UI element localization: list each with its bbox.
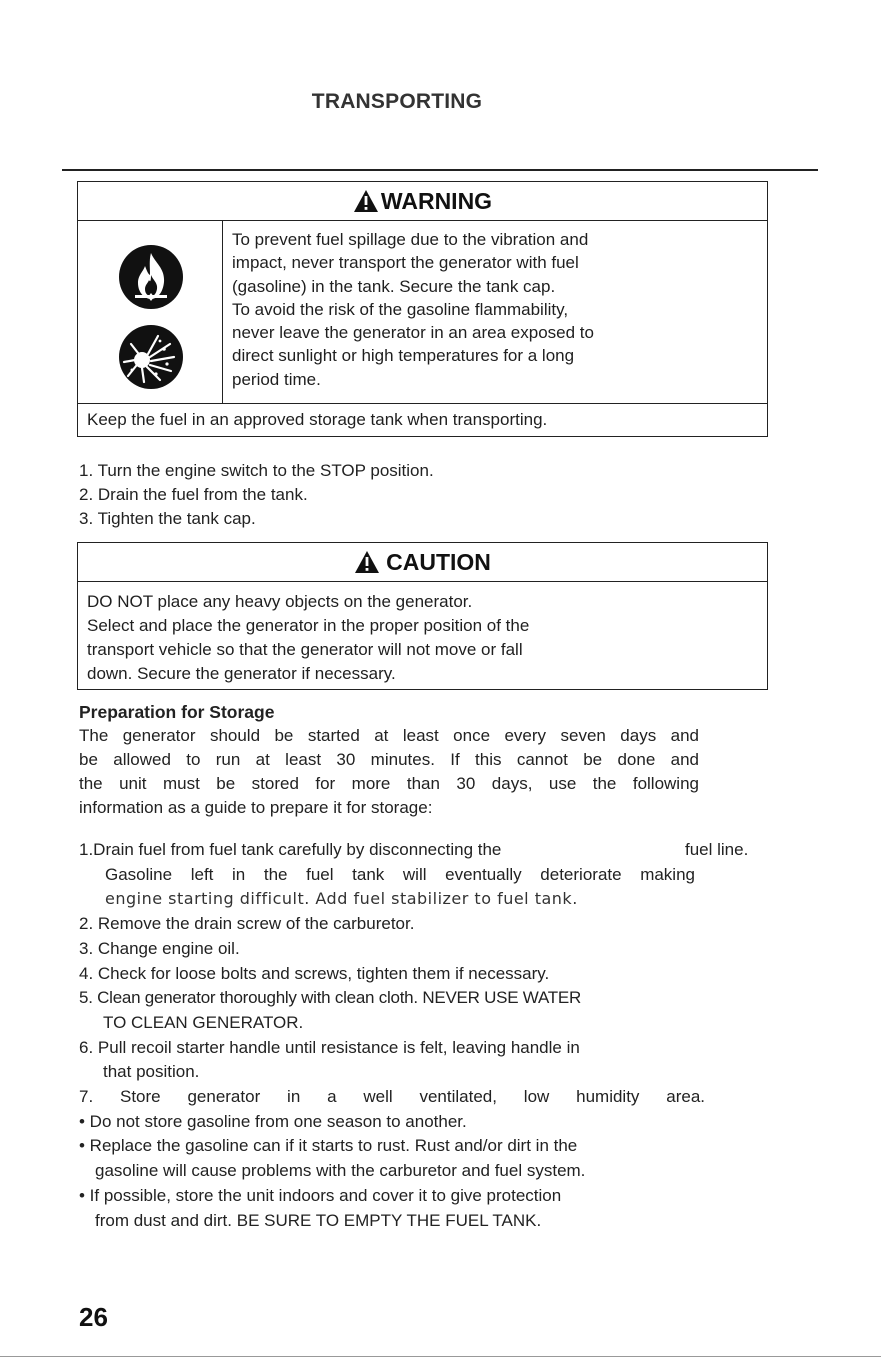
list-item: 5. Clean generator thoroughly with clean cloth. NEVER USE WATER bbox=[79, 988, 582, 1008]
warning-line: impact, never transport the generator with fuel bbox=[232, 253, 579, 273]
list-item: 1. Turn the engine switch to the STOP position. bbox=[79, 461, 434, 480]
bullet-item: • Replace the gasoline can if it starts to rust. Rust and/or dirt in the bbox=[79, 1136, 578, 1156]
warning-triangle-icon bbox=[353, 189, 379, 213]
list-item: 2. Drain the fuel from the tank. bbox=[79, 485, 308, 504]
warning-line: direct sunlight or high temperatures for a long bbox=[232, 346, 575, 366]
page-title: TRANSPORTING bbox=[311, 90, 483, 113]
bottom-divider bbox=[0, 1356, 881, 1357]
list-item: 6. Pull recoil starter handle until resistance is felt, leaving handle in bbox=[79, 1037, 580, 1057]
warning-line: period time. bbox=[232, 369, 321, 389]
transport-steps bbox=[79, 459, 434, 531]
caution-header bbox=[78, 543, 767, 582]
bullet-item-continuation: gasoline will cause problems with the carburetor and fuel system. bbox=[95, 1161, 586, 1181]
warning-text bbox=[223, 221, 767, 403]
list-item-continuation: engine starting difficult. Add fuel stabilizer to fuel tank. bbox=[105, 889, 578, 909]
storage-steps bbox=[79, 838, 769, 1233]
caution-line: down. Secure the generator if necessary. bbox=[87, 664, 396, 683]
list-item-continuation: Gasoline left in the fuel tank will eventually deteriorate making bbox=[105, 864, 695, 884]
bullet-item: • If possible, store the unit indoors and cover it to give protection bbox=[79, 1185, 562, 1205]
storage-heading: Preparation for Storage bbox=[79, 702, 275, 722]
fire-icon bbox=[118, 244, 184, 310]
step-text: fuel line. bbox=[685, 840, 749, 859]
explosion-icon bbox=[118, 324, 184, 390]
storage-intro-line: The generator should be started at least once every seven days and bbox=[79, 726, 699, 745]
list-item: 3. Change engine oil. bbox=[79, 938, 240, 958]
storage-intro-line: the unit must be stored for more than 30 days, use the following bbox=[79, 774, 699, 793]
warning-box bbox=[77, 181, 768, 437]
storage-intro-line: information as a guide to prepare it for storage: bbox=[79, 798, 433, 817]
page-number: 26 bbox=[79, 1302, 108, 1332]
caution-heading: CAUTION bbox=[386, 548, 491, 575]
step-text: 1.Drain fuel from fuel tank carefully by disconnecting the bbox=[79, 840, 502, 859]
caution-line: transport vehicle so that the generator will not move or fall bbox=[87, 640, 523, 659]
caution-line: DO NOT place any heavy objects on the generator. bbox=[87, 592, 473, 611]
bullet-item: • Do not store gasoline from one season to another. bbox=[79, 1111, 467, 1131]
list-item: 2. Remove the drain screw of the carburetor. bbox=[79, 914, 415, 934]
caution-line: Select and place the generator in the proper position of the bbox=[87, 616, 530, 635]
warning-line: (gasoline) in the tank. Secure the tank cap. bbox=[232, 276, 556, 296]
warning-line: To prevent fuel spillage due to the vibration and bbox=[232, 230, 589, 249]
list-item bbox=[79, 838, 769, 863]
warning-footer: Keep the fuel in an approved storage tank when transporting. bbox=[87, 410, 548, 429]
warning-icon-cell bbox=[78, 221, 223, 403]
warning-line: To avoid the risk of the gasoline flammability, bbox=[232, 299, 569, 319]
list-item-continuation: that position. bbox=[103, 1062, 200, 1082]
warning-header bbox=[78, 182, 767, 221]
list-item: 3. Tighten the tank cap. bbox=[79, 509, 256, 528]
warning-line: never leave the generator in an area exposed to bbox=[232, 323, 594, 343]
warning-heading: WARNING bbox=[380, 187, 493, 214]
caution-text bbox=[78, 582, 767, 686]
list-item: 4. Check for loose bolts and screws, tighten them if necessary. bbox=[79, 963, 550, 983]
caution-triangle-icon bbox=[354, 550, 380, 574]
storage-section bbox=[79, 700, 699, 820]
list-item-continuation: TO CLEAN GENERATOR. bbox=[103, 1012, 304, 1032]
caution-box bbox=[77, 542, 768, 690]
title-divider bbox=[62, 169, 818, 171]
bullet-item-continuation: from dust and dirt. BE SURE TO EMPTY THE FUEL TANK. bbox=[95, 1210, 542, 1230]
storage-intro-line: be allowed to run at least 30 minutes. If this cannot be done and bbox=[79, 750, 699, 769]
list-item: 7. Store generator in a well ventilated, low humidity area. bbox=[79, 1087, 705, 1107]
